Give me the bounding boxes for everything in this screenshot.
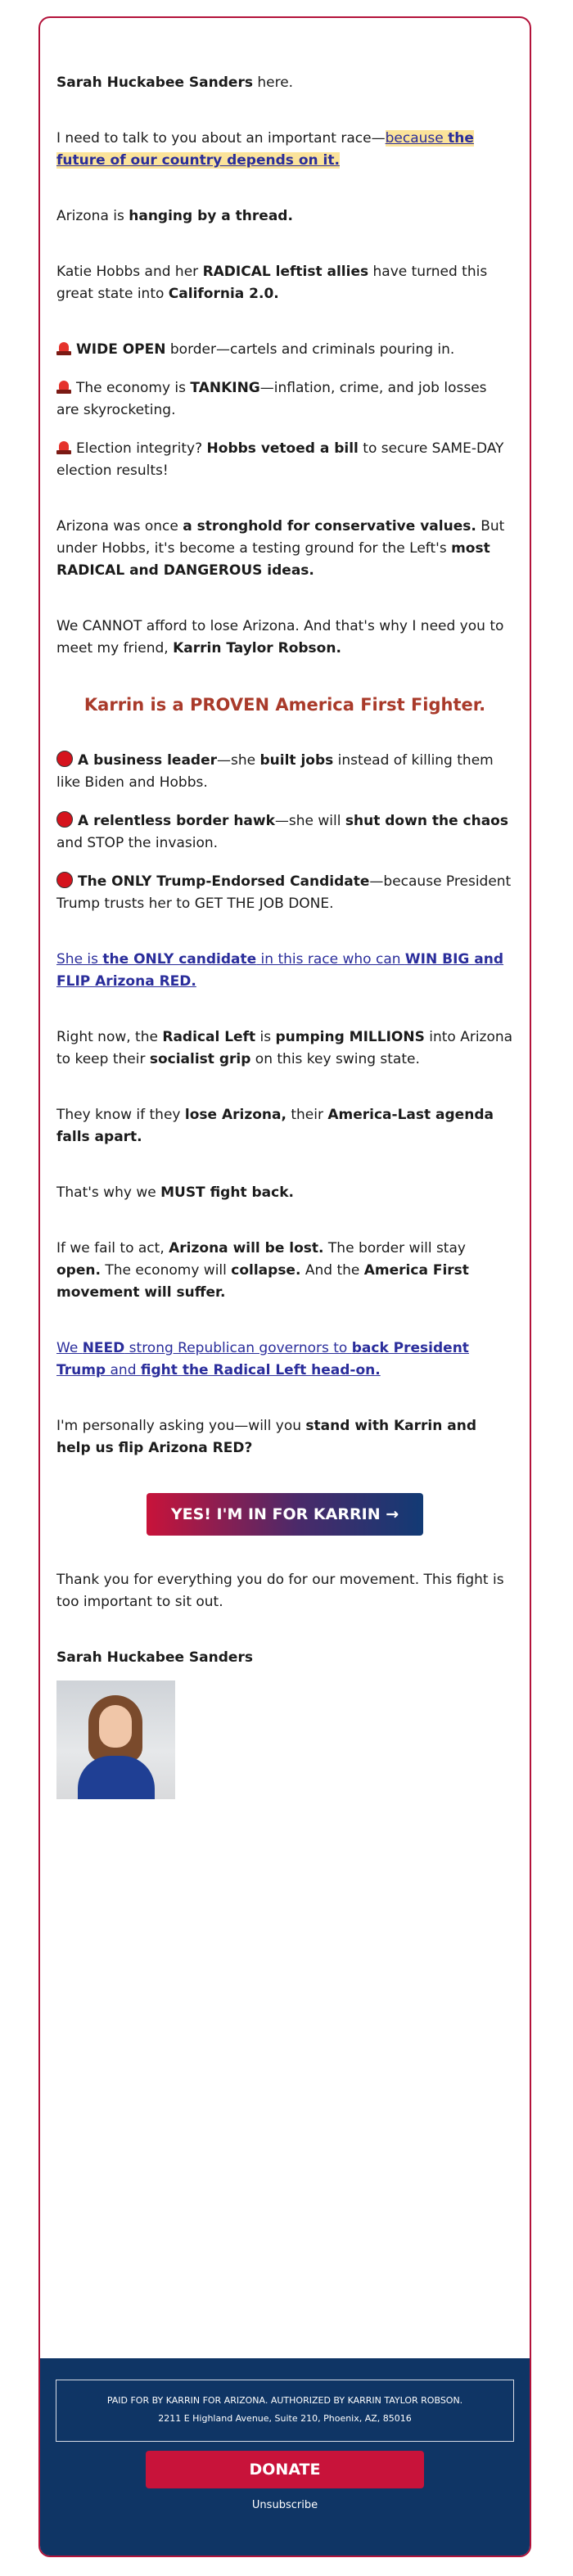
radical-left-paragraph [56, 1026, 513, 1071]
bold-text: TANKING [190, 380, 260, 396]
signature [56, 1647, 513, 1669]
arizona-thread-paragraph [56, 205, 513, 228]
lose-arizona-paragraph [56, 1104, 513, 1148]
text: Right now, the [56, 1029, 163, 1045]
sender-name: Sarah Huckabee Sanders [56, 74, 253, 91]
bullet-border [56, 339, 513, 361]
only-candidate-link[interactable] [56, 951, 503, 990]
point-business [56, 750, 513, 794]
text: She is [56, 951, 103, 968]
text: Arizona is [56, 208, 129, 224]
text: The economy will [100, 1262, 232, 1279]
red-circle-icon [56, 872, 73, 888]
text: on this key swing state. [250, 1051, 420, 1067]
text: have turned this great state into [56, 264, 488, 302]
ask-paragraph [56, 1415, 513, 1459]
thank-you-paragraph: Thank you for everything you do for our movement. This fight is too important to sit out. [56, 1572, 504, 1610]
text: If we fail to act, [56, 1240, 169, 1256]
text: Katie Hobbs and her [56, 264, 203, 280]
bold-text: built jobs [259, 752, 334, 769]
text: to secure SAME-DAY election results! [56, 440, 504, 479]
text: Election integrity? [76, 440, 207, 457]
text: is [255, 1029, 276, 1045]
bold-text: open. [56, 1262, 101, 1279]
bold-text: Radical Left [162, 1029, 256, 1045]
email-card [38, 16, 531, 2557]
text: strong Republican governors to [124, 1340, 352, 1356]
governors-paragraph [56, 1338, 513, 1382]
bold-text: fight the Radical Left head-on. [140, 1362, 381, 1378]
text: They know if they [56, 1107, 185, 1123]
stronghold-paragraph [56, 516, 513, 582]
cta-wrapper [56, 1493, 513, 1536]
bold-text: stand with Karrin and help us flip Arizona RED? [56, 1418, 477, 1456]
bold-text: the ONLY candidate [102, 951, 257, 968]
siren-icon [56, 441, 71, 454]
text: I'm personally asking you—will you [56, 1418, 306, 1434]
text: into Arizona to keep their [56, 1029, 513, 1067]
bullet-economy [56, 377, 513, 422]
hobbs-paragraph [56, 261, 513, 305]
unsubscribe-link[interactable]: Unsubscribe [251, 2499, 318, 2511]
text: —she [217, 752, 260, 769]
point-trump-endorsed [56, 871, 513, 915]
bold-text: shut down the chaos [345, 813, 508, 829]
bold-text: RADICAL leftist allies [202, 264, 369, 280]
intro-text: I need to talk to you about an important race— [56, 130, 386, 147]
text: The economy is [76, 380, 191, 396]
sender-photo [56, 1680, 175, 1799]
greeting-text: here. [252, 74, 294, 91]
text: their [286, 1107, 328, 1123]
bold-text: Hobbs vetoed a bill [206, 440, 359, 457]
intro-paragraph [56, 128, 513, 172]
text: Arizona was once [56, 518, 183, 535]
red-circle-icon [56, 751, 73, 767]
only-candidate-paragraph [56, 949, 513, 993]
paid-for-disclaimer [56, 2380, 514, 2442]
text: But under Hobbs, it's become a testing ground for the Left's [56, 518, 505, 557]
text: —inflation, crime, and job losses are skyrocketing. [56, 380, 487, 418]
text: instead of killing them like Biden and Hobbs. [56, 752, 494, 791]
bold-text: The ONLY Trump-Endorsed Candidate [78, 873, 370, 890]
bold-text: California 2.0. [168, 286, 279, 302]
bold-text: Arizona will be lost. [169, 1240, 324, 1256]
meet-karrin-paragraph [56, 616, 513, 660]
bold-text: WIN BIG and FLIP Arizona RED. [56, 951, 504, 990]
headline: Karrin is a PROVEN America First Fighter. [83, 695, 486, 715]
text: That's why we [56, 1184, 161, 1201]
red-circle-icon [56, 811, 73, 828]
text: and [106, 1362, 141, 1378]
text: border—cartels and criminals pouring in. [165, 341, 455, 358]
intro-link-text: because [385, 130, 449, 147]
bold-text: MUST fight back. [160, 1184, 294, 1201]
footer [40, 2358, 530, 2556]
intro-link-bold: the future of our country depends on it. [56, 130, 474, 169]
bold-text: most RADICAL and DANGEROUS ideas. [56, 540, 490, 579]
yes-im-in-button[interactable]: YES! I'M IN FOR KARRIN → [147, 1493, 423, 1536]
siren-icon [56, 381, 71, 394]
bold-text: collapse. [231, 1262, 301, 1279]
siren-icon [56, 342, 71, 355]
bold-text: WIDE OPEN [76, 341, 166, 358]
text: We CANNOT afford to lose Arizona. And that's why I need you to meet my friend, [56, 618, 504, 656]
fail-to-act-paragraph [56, 1238, 513, 1304]
address-line: 2211 E Highland Avenue, Suite 210, Phoenix, AZ, 85016 [158, 2413, 412, 2424]
text: —she will [274, 813, 345, 829]
bold-text: socialist grip [149, 1051, 251, 1067]
text: We [56, 1340, 83, 1356]
bold-text: A relentless border hawk [78, 813, 275, 829]
text: —because President Trump trusts her to GET THE JOB DONE. [56, 873, 512, 912]
bold-text: A business leader [78, 752, 217, 769]
signature-name: Sarah Huckabee Sanders [56, 1649, 253, 1666]
governors-link[interactable] [56, 1340, 469, 1378]
point-border-hawk [56, 810, 513, 855]
text: The border will stay [323, 1240, 466, 1256]
bold-text: lose Arizona, [184, 1107, 286, 1123]
bold-text: America First movement will suffer. [56, 1262, 469, 1301]
donate-button[interactable]: DONATE [146, 2451, 424, 2488]
bold-text: America-Last agenda falls apart. [56, 1107, 494, 1145]
email-body [40, 18, 530, 1799]
text: in this race who can [256, 951, 405, 968]
bold-text: a stronghold for conservative values. [183, 518, 476, 535]
bold-text: Karrin Taylor Robson. [173, 640, 341, 656]
greeting [56, 72, 513, 94]
bold-text: back President Trump [56, 1340, 469, 1378]
text: and STOP the invasion. [56, 835, 219, 851]
paid-for-line: PAID FOR BY KARRIN FOR ARIZONA. AUTHORIZED BY KARRIN TAYLOR ROBSON. [106, 2395, 463, 2406]
bold-text: NEED [82, 1340, 125, 1356]
text: And the [300, 1262, 364, 1279]
bullet-election [56, 438, 513, 482]
fight-back-paragraph [56, 1182, 513, 1204]
bold-text: hanging by a thread. [129, 208, 293, 224]
bold-text: pumping MILLIONS [275, 1029, 425, 1045]
